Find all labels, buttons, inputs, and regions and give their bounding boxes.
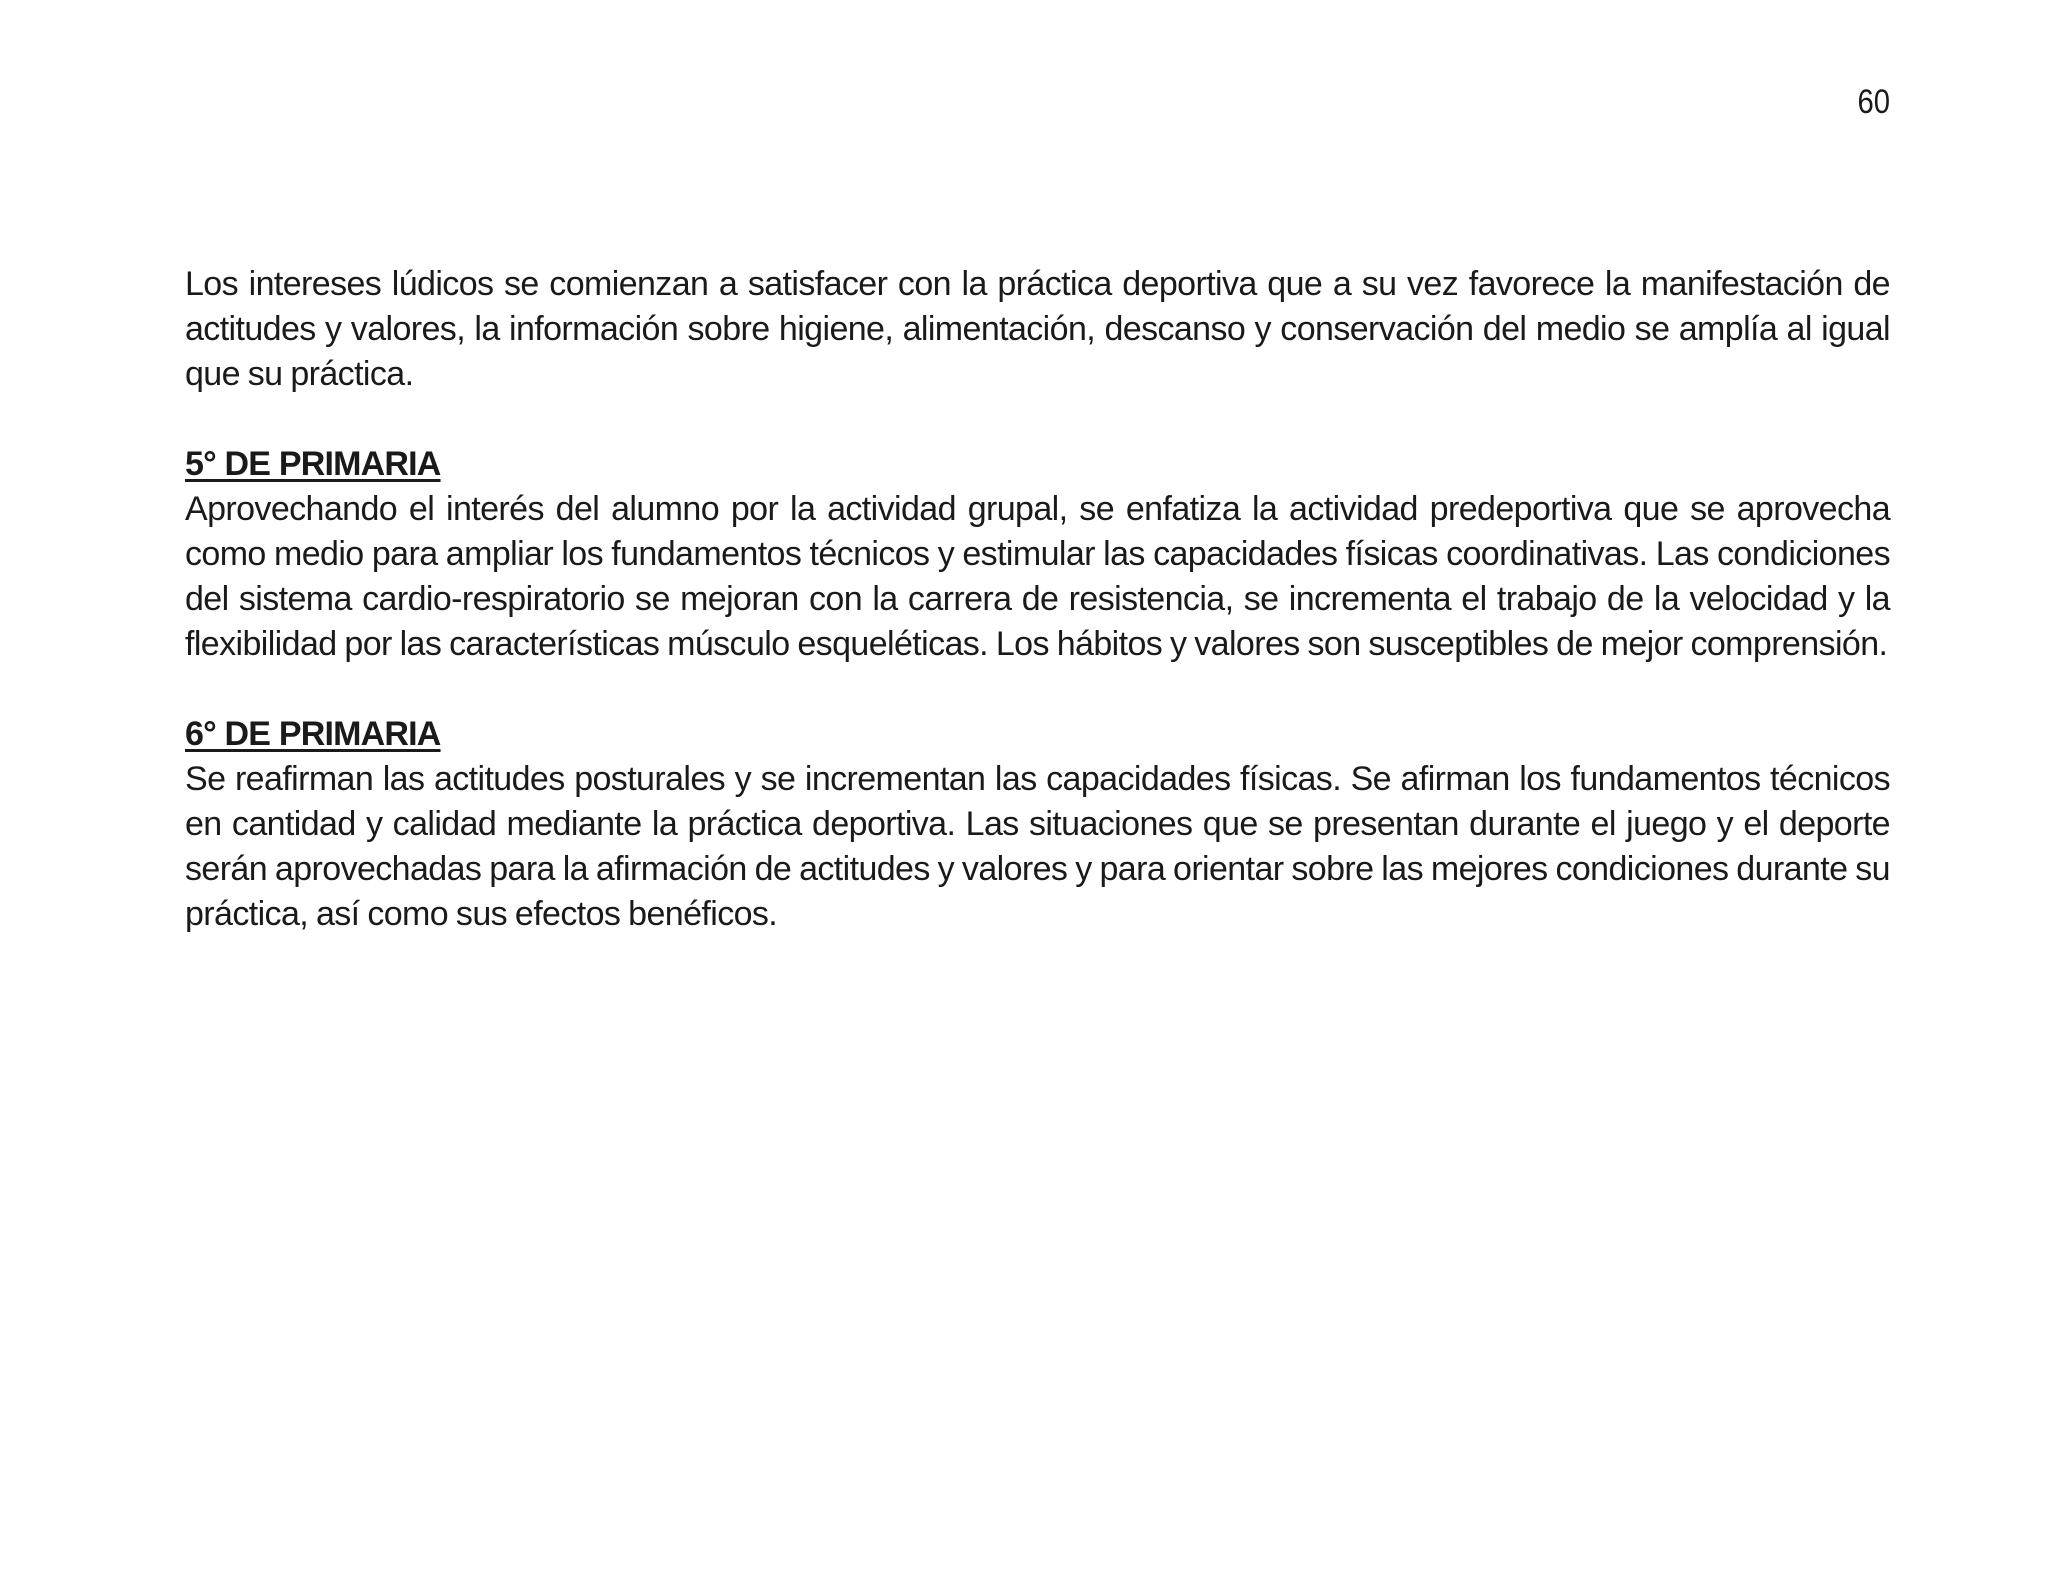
section-5-primaria — [185, 442, 1890, 667]
page-number: 60 — [1857, 83, 1890, 121]
section-6-primaria — [185, 712, 1890, 937]
intro-paragraph: Los intereses lúdicos se comienzan a satisfacer con la práctica deportiva que a su vez favorece la manifestación de actitudes y valores, la información sobre higiene, alimentación, descanso y conservación del medio se amplía al igual que su práctica. — [185, 265, 1890, 393]
section-heading: 6° DE PRIMARIA — [185, 715, 441, 753]
section-heading: 5° DE PRIMARIA — [185, 445, 441, 483]
page-content — [185, 262, 1890, 937]
section-paragraph: Aprovechando el interés del alumno por la actividad grupal, se enfatiza la actividad predeportiva que se aprovecha como medio para ampliar los fundamentos técnicos y estimular las capacidades físicas coordinativas. Las condiciones del sistema cardio-respiratorio se mejoran con la carrera de resistencia, se incrementa el trabajo de la velocidad y la flexibilidad por las características músculo esqueléticas. Los hábitos y valores son susceptibles de mejor comprensión. — [185, 490, 1890, 663]
section-paragraph: Se reafirman las actitudes posturales y se incrementan las capacidades físicas. Se afirman los fundamentos técnicos en cantidad y calidad mediante la práctica deportiva. Las situaciones que se presentan durante el juego y el deporte serán aprovechadas para la afirmación de actitudes y valores y para orientar sobre las mejores condiciones durante su práctica, así como sus efectos benéficos. — [185, 760, 1890, 933]
